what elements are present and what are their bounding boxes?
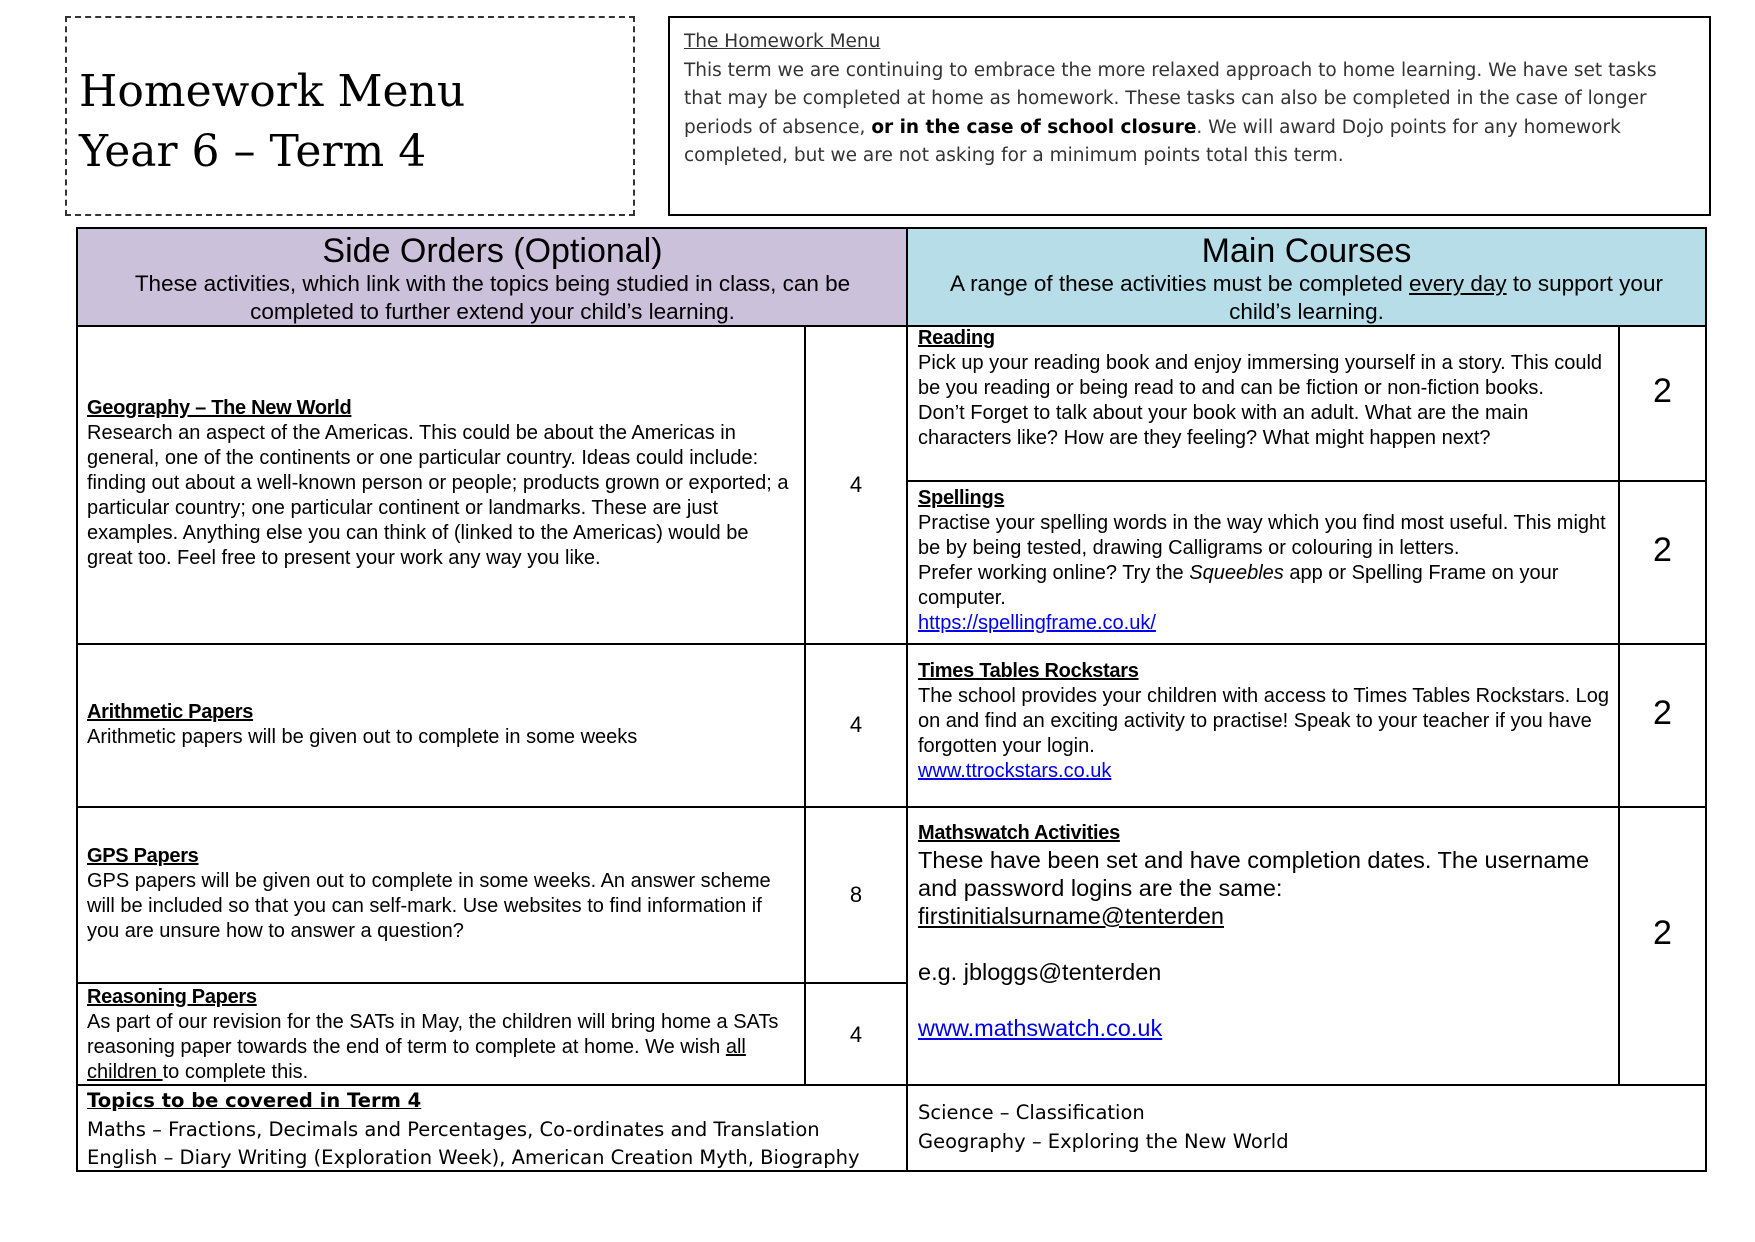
side-points-divider	[804, 325, 806, 1085]
reasoning-text-2: to complete this.	[162, 1061, 309, 1083]
reasoning-text-underlined: all children	[87, 1036, 746, 1083]
topics-maths: Maths – Fractions, Decimals and Percentages, Co-ordinates and Translation	[87, 1117, 820, 1141]
side-item-geography	[87, 396, 799, 571]
spellings-text-italic: Squeebles	[1189, 562, 1284, 584]
intro-text-bold: or in the case of school closure	[871, 116, 1197, 138]
spellings-text-1: Prefer working online? Try the	[918, 562, 1190, 584]
side-item-points: 4	[849, 472, 863, 497]
login-example: e.g. jbloggs@tenterden	[918, 959, 1162, 985]
ttrockstars-link[interactable]: www.ttrockstars.co.uk	[918, 760, 1112, 782]
intro-text-2: . We will award Dojo points for any homework completed, but we are not asking for a minimum points total this term.	[684, 116, 1621, 166]
main-item-body: These have been set and have completion dates. The username and password logins are the same:	[918, 847, 1590, 901]
main-item-body: Pick up your reading book and enjoy immersing yourself in a story. This could be you reading or being read to and can be fiction or non-fiction books.	[918, 352, 1603, 399]
side-item-gps	[87, 844, 799, 944]
page-title: Homework Menu	[79, 66, 466, 117]
side-item-body: Arithmetic papers will be given out to complete in some weeks	[87, 726, 638, 748]
reasoning-text-1: As part of our revision for the SATs in May, the children will bring home a SATs reasoning paper towards the end of term to complete at home. We wish	[87, 1011, 779, 1058]
spellingframe-link[interactable]: https://spellingframe.co.uk/	[918, 612, 1156, 634]
main-item-body: Practise your spelling words in the way which you find most useful. This might be by being tested, drawing Calligrams or colouring in letters.	[918, 512, 1606, 559]
main-item-points: 2	[1653, 914, 1672, 952]
side-item-arithmetic	[87, 700, 799, 750]
topics-english: English – Diary Writing (Exploration Week), American Creation Myth, Biography	[87, 1146, 860, 1169]
intro-text-1: This term we are continuing to embrace the more relaxed approach to home learning. We have set tasks that may be completed at home as homework. These tasks can also be completed in the case of longer periods of absence,	[684, 59, 1657, 138]
border-left	[76, 227, 78, 1172]
main-desc-2: to support your child’s learning.	[1229, 271, 1663, 324]
main-item-mathswatch	[918, 821, 1613, 1042]
side-row-line-2	[76, 806, 908, 808]
main-row-line-1	[906, 480, 1707, 482]
main-item-points: 2	[1653, 531, 1672, 569]
side-row-line-3	[76, 982, 908, 984]
spellings-text-2: app or Spelling Frame on your computer.	[918, 562, 1559, 609]
side-orders-title: Side Orders (Optional)	[322, 232, 663, 270]
main-desc-underlined: every day	[1409, 271, 1507, 296]
topics-left	[87, 1087, 902, 1173]
side-item-reasoning	[87, 985, 799, 1085]
main-item-title: Spellings	[918, 487, 1005, 509]
side-item-title: Arithmetic Papers	[87, 701, 254, 723]
topics-science: Science – Classification	[918, 1101, 1145, 1124]
main-item-points: 2	[1653, 694, 1672, 732]
side-item-title: GPS Papers	[87, 845, 199, 867]
side-item-points: 8	[849, 882, 863, 907]
border-top	[76, 227, 1707, 229]
main-item-title: Times Tables Rockstars	[918, 660, 1139, 682]
side-item-points: 4	[849, 712, 863, 737]
login-format: firstinitialsurname@tenterden	[918, 903, 1224, 929]
main-item-title: Reading	[918, 327, 995, 349]
main-item-ttrs	[918, 659, 1613, 784]
main-item-body-2	[918, 562, 1558, 609]
main-courses-description	[908, 270, 1705, 326]
side-item-title: Reasoning Papers	[87, 986, 257, 1008]
topics-title: Topics to be covered in Term 4	[87, 1089, 422, 1112]
topics-right	[918, 1099, 1698, 1156]
side-item-body: Research an aspect of the Americas. This could be about the Americas in general, one of the continents or one particular country. Ideas could include: finding out about a well-known person or people; products grown or exported; a particular country; one particular continent or landmarks. These are just examples. Anything else you can think of (linked to the Americas) would be great too. Feel free to present your work any way you like.	[87, 422, 789, 569]
main-item-body: The school provides your children with access to Times Tables Rockstars. Log on and find an exciting activity to practise! Speak to your teacher if you have forgotten your login.	[918, 685, 1610, 757]
topics-geography: Geography – Exploring the New World	[918, 1129, 1289, 1153]
side-item-body	[87, 1011, 778, 1083]
mathswatch-link[interactable]: www.mathswatch.co.uk	[918, 1015, 1163, 1041]
side-orders-description: These activities, which link with the topics being studied in class, can be completed to further extend your child’s learning.	[134, 271, 851, 324]
main-item-points: 2	[1653, 372, 1672, 410]
side-row-line-1	[76, 643, 908, 645]
side-item-points: 4	[849, 1022, 863, 1047]
main-courses-header	[908, 228, 1705, 326]
page-subtitle: Year 6 – Term 4	[79, 126, 427, 177]
main-row-line-2	[906, 643, 1707, 645]
main-row-line-3	[906, 806, 1707, 808]
main-item-body-2: Don’t Forget to talk about your book with an adult. What are the main characters like? How are they feeling? What might happen next?	[918, 402, 1529, 449]
main-desc-1: A range of these activities must be completed	[950, 271, 1410, 296]
side-orders-header	[77, 228, 908, 326]
main-item-spellings	[918, 486, 1613, 636]
intro-title: The Homework Menu	[684, 31, 881, 52]
main-item-reading	[918, 326, 1613, 451]
side-item-body: GPS papers will be given out to complete in some weeks. An answer scheme will be included so that you can self-mark. Use websites to find information if you are unsure how to answer a question?	[87, 870, 771, 942]
side-item-title: Geography – The New World	[87, 397, 352, 419]
border-right	[1705, 227, 1707, 1172]
border-middle	[906, 227, 908, 1172]
main-courses-title: Main Courses	[1201, 232, 1412, 270]
main-item-title: Mathswatch Activities	[918, 822, 1120, 844]
